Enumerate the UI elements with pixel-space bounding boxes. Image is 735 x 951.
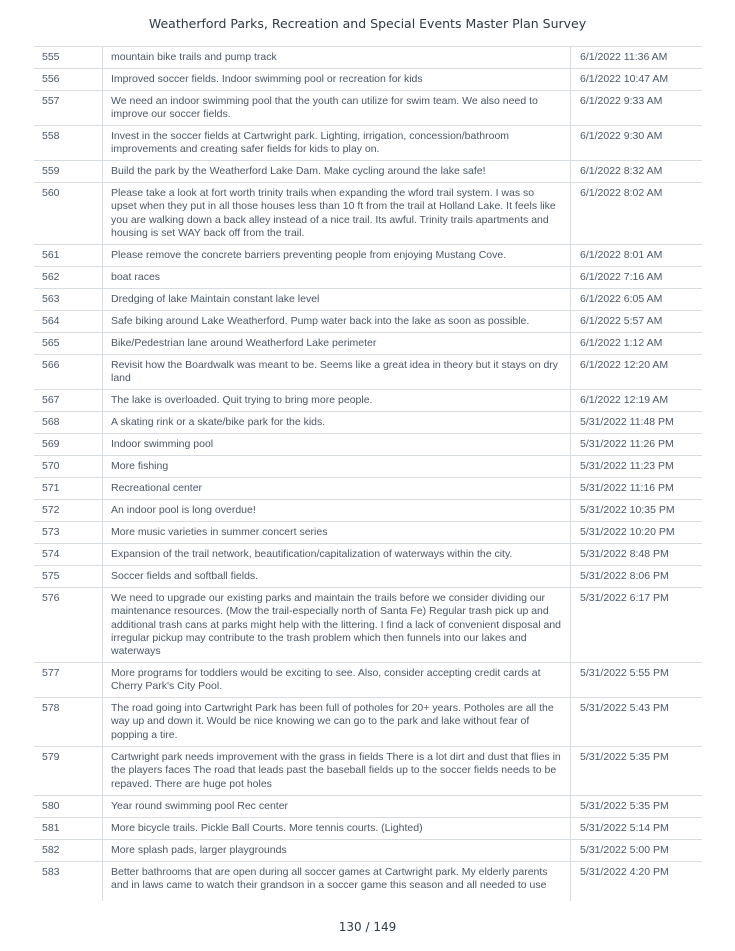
table-row [34, 46, 702, 68]
response-text: More music varieties in summer concert series [102, 522, 570, 543]
page-title: Weatherford Parks, Recreation and Special Events Master Plan Survey [148, 16, 587, 31]
response-number: 575 [34, 566, 102, 587]
response-number: 562 [34, 267, 102, 288]
response-text: More splash pads, larger playgrounds [102, 840, 570, 861]
response-text: Year round swimming pool Rec center [102, 796, 570, 817]
response-text: Recreational center [102, 478, 570, 499]
table-row [34, 861, 702, 901]
table-row [34, 662, 702, 697]
response-date: 6/1/2022 10:47 AM [570, 69, 702, 90]
table-row [34, 389, 702, 411]
response-date: 6/1/2022 12:20 AM [570, 355, 702, 389]
response-number: 569 [34, 434, 102, 455]
response-number: 565 [34, 333, 102, 354]
response-text: Dredging of lake Maintain constant lake level [102, 289, 570, 310]
response-number: 578 [34, 698, 102, 746]
response-number: 561 [34, 245, 102, 266]
response-number: 572 [34, 500, 102, 521]
response-date: 5/31/2022 4:20 PM [570, 862, 702, 901]
response-number: 559 [34, 161, 102, 182]
response-text: Indoor swimming pool [102, 434, 570, 455]
response-date: 6/1/2022 11:36 AM [570, 47, 702, 68]
response-number: 571 [34, 478, 102, 499]
response-date: 6/1/2022 8:01 AM [570, 245, 702, 266]
responses-table [34, 46, 702, 901]
response-number: 583 [34, 862, 102, 901]
response-number: 573 [34, 522, 102, 543]
response-date: 5/31/2022 10:20 PM [570, 522, 702, 543]
table-row [34, 817, 702, 839]
response-date: 6/1/2022 6:05 AM [570, 289, 702, 310]
response-number: 570 [34, 456, 102, 477]
response-number: 563 [34, 289, 102, 310]
table-row [34, 455, 702, 477]
table-row [34, 288, 702, 310]
response-date: 5/31/2022 6:17 PM [570, 588, 702, 662]
response-date: 5/31/2022 5:35 PM [570, 796, 702, 817]
table-row [34, 746, 702, 795]
response-number: 558 [34, 126, 102, 160]
response-date: 5/31/2022 11:26 PM [570, 434, 702, 455]
response-text: Invest in the soccer fields at Cartwright park. Lighting, irrigation, concession/bathroom improvements and creating safer fields for kids to play on. [102, 126, 570, 160]
table-row [34, 543, 702, 565]
response-text: Better bathrooms that are open during all soccer games at Cartwright park. My elderly parents and in laws came to watch their grandson in a soccer game this season and all needed to use [102, 862, 570, 901]
response-text: Please remove the concrete barriers preventing people from enjoying Mustang Cove. [102, 245, 570, 266]
table-row [34, 499, 702, 521]
response-number: 580 [34, 796, 102, 817]
response-number: 566 [34, 355, 102, 389]
response-date: 6/1/2022 8:32 AM [570, 161, 702, 182]
response-number: 582 [34, 840, 102, 861]
response-text: We need an indoor swimming pool that the youth can utilize for swim team. We also need to improve our soccer fields. [102, 91, 570, 125]
response-text: More programs for toddlers would be exciting to see. Also, consider accepting credit cards at Cherry Park's City Pool. [102, 663, 570, 697]
table-row [34, 310, 702, 332]
table-row [34, 90, 702, 125]
table-row [34, 565, 702, 587]
response-date: 5/31/2022 8:06 PM [570, 566, 702, 587]
table-row [34, 411, 702, 433]
response-text: Please take a look at fort worth trinity trails when expanding the wford trail system. I was so upset when they put in all those houses less than 10 ft from the trail at Holland Lake. It feels like you are walking down a back alley instead of a nice trail. Its awful. Trinity trails apartments and housing is set WAY back off from the trail. [102, 183, 570, 244]
response-date: 5/31/2022 5:00 PM [570, 840, 702, 861]
response-text: A skating rink or a skate/bike park for the kids. [102, 412, 570, 433]
response-text: Soccer fields and softball fields. [102, 566, 570, 587]
response-text: Bike/Pedestrian lane around Weatherford Lake perimeter [102, 333, 570, 354]
table-row [34, 68, 702, 90]
response-date: 5/31/2022 11:16 PM [570, 478, 702, 499]
table-row [34, 266, 702, 288]
response-text: Safe biking around Lake Weatherford. Pump water back into the lake as soon as possible. [102, 311, 570, 332]
response-number: 576 [34, 588, 102, 662]
response-text: We need to upgrade our existing parks and maintain the trails before we consider dividing our maintenance resources. (Mow the trail-especially north of Santa Fe) Regular trash pick up and additional trash cans at parks might help with the littering. I find a lack of convenient disposal and irregular pickup may contribute to the trash problem which then funnels into our lakes and waterways [102, 588, 570, 662]
table-row [34, 182, 702, 244]
response-date: 6/1/2022 8:02 AM [570, 183, 702, 244]
table-row [34, 433, 702, 455]
response-text: Cartwright park needs improvement with the grass in fields There is a lot dirt and dust that flies in the players faces The road that leads past the baseball fields up to the soccer fields needs to be repaved. There are huge pot holes [102, 747, 570, 795]
response-date: 5/31/2022 5:35 PM [570, 747, 702, 795]
table-row [34, 697, 702, 746]
page-indicator: 130 / 149 [338, 920, 397, 934]
response-date: 6/1/2022 5:57 AM [570, 311, 702, 332]
response-number: 579 [34, 747, 102, 795]
response-number: 581 [34, 818, 102, 839]
response-date: 5/31/2022 8:48 PM [570, 544, 702, 565]
response-number: 568 [34, 412, 102, 433]
response-number: 577 [34, 663, 102, 697]
table-row [34, 587, 702, 662]
response-text: mountain bike trails and pump track [102, 47, 570, 68]
response-number: 560 [34, 183, 102, 244]
response-date: 5/31/2022 10:35 PM [570, 500, 702, 521]
response-text: More bicycle trails. Pickle Ball Courts. More tennis courts. (Lighted) [102, 818, 570, 839]
response-text: Expansion of the trail network, beautification/capitalization of waterways within the city. [102, 544, 570, 565]
table-row [34, 332, 702, 354]
response-date: 6/1/2022 9:30 AM [570, 126, 702, 160]
response-text: An indoor pool is long overdue! [102, 500, 570, 521]
response-text: boat races [102, 267, 570, 288]
table-row [34, 477, 702, 499]
response-text: Build the park by the Weatherford Lake Dam. Make cycling around the lake safe! [102, 161, 570, 182]
table-row [34, 839, 702, 861]
response-text: The road going into Cartwright Park has been full of potholes for 20+ years. Potholes are all the way up and down it. Would be nice knowing we can go to the park and lake without fear of popping a tire. [102, 698, 570, 746]
response-text: More fishing [102, 456, 570, 477]
response-date: 5/31/2022 5:43 PM [570, 698, 702, 746]
response-number: 556 [34, 69, 102, 90]
response-date: 5/31/2022 5:55 PM [570, 663, 702, 697]
table-row [34, 125, 702, 160]
response-date: 6/1/2022 9:33 AM [570, 91, 702, 125]
response-number: 555 [34, 47, 102, 68]
response-date: 5/31/2022 11:48 PM [570, 412, 702, 433]
response-number: 567 [34, 390, 102, 411]
table-row [34, 244, 702, 266]
table-row [34, 354, 702, 389]
table-row [34, 160, 702, 182]
response-date: 6/1/2022 7:16 AM [570, 267, 702, 288]
response-number: 557 [34, 91, 102, 125]
response-number: 564 [34, 311, 102, 332]
response-text: Revisit how the Boardwalk was meant to be. Seems like a great idea in theory but it stays on dry land [102, 355, 570, 389]
response-date: 6/1/2022 1:12 AM [570, 333, 702, 354]
table-row [34, 795, 702, 817]
response-date: 5/31/2022 5:14 PM [570, 818, 702, 839]
response-text: Improved soccer fields. Indoor swimming pool or recreation for kids [102, 69, 570, 90]
response-text: The lake is overloaded. Quit trying to bring more people. [102, 390, 570, 411]
response-date: 6/1/2022 12:19 AM [570, 390, 702, 411]
response-number: 574 [34, 544, 102, 565]
response-date: 5/31/2022 11:23 PM [570, 456, 702, 477]
table-row [34, 521, 702, 543]
